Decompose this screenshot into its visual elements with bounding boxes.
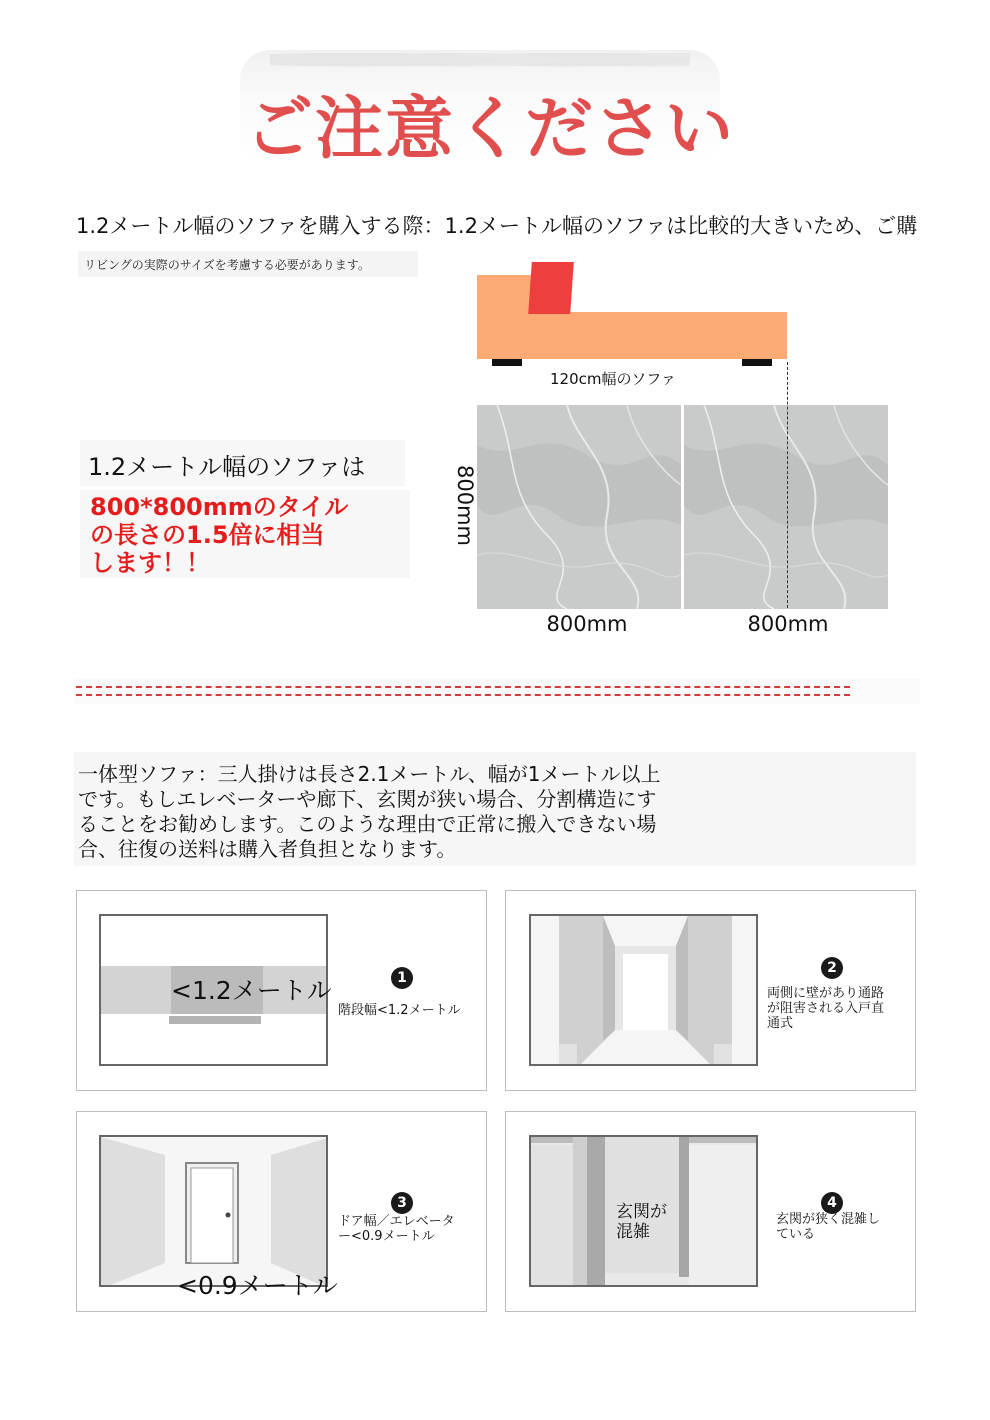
caption-line: 玄関が狭く混雑し	[776, 1212, 881, 1227]
intro-subtext: リビングの実際のサイズを考慮する必要があります。	[78, 251, 418, 277]
compare-red-line: の長さの1.5倍に相当	[90, 521, 325, 549]
number-badge-4: 4	[821, 1192, 843, 1214]
door-illustration	[99, 1135, 328, 1287]
notice-paragraph	[78, 762, 758, 862]
corridor-illustration	[529, 914, 758, 1066]
paragraph-line: です。もしエレベーターや廊下、玄関が狭い場合、分割構造にす	[78, 787, 657, 811]
panel-caption: 階段幅<1.2メートル	[338, 1003, 461, 1018]
compare-red-text	[90, 493, 410, 577]
divider-bg	[74, 678, 920, 704]
caption-line: 両側に壁があり通路	[767, 986, 885, 1001]
caption-line: 通式	[767, 1016, 794, 1031]
caption-line: ている	[776, 1227, 816, 1242]
intro-line: 1.2メートル幅のソファを購入する際：1.2メートル幅のソファは比較的大きいため、ご購	[76, 214, 918, 238]
paragraph-line: 合、往復の送料は購入者負担となります。	[78, 837, 457, 861]
number-badge-1: 1	[391, 967, 413, 989]
panel-entrance	[505, 1111, 916, 1312]
sofa-backrest	[528, 262, 574, 314]
door-width-label: <0.9メートル	[177, 1271, 338, 1300]
paragraph-line: 一体型ソファ：三人掛けは長さ2.1メートル、幅が1メートル以上	[78, 762, 661, 786]
stair-width-label: <1.2メートル	[171, 976, 332, 1005]
sofa-width-label: 120cm幅のソファ	[550, 370, 676, 388]
panel-caption	[776, 1212, 906, 1242]
panel-stair-width	[76, 890, 487, 1091]
divider-line	[76, 694, 850, 696]
compare-red-line: 800*800mmのタイル	[90, 493, 349, 521]
sofa-leg	[492, 359, 522, 366]
sofa-edge-guide	[787, 362, 788, 608]
number-badge-3: 3	[391, 1192, 413, 1214]
caption-line: ー<0.9メートル	[338, 1229, 435, 1244]
marble-tile	[477, 405, 681, 609]
compare-title: 1.2メートル幅のソファは	[88, 453, 366, 481]
number-badge-2: 2	[821, 957, 843, 979]
divider-line	[76, 686, 850, 688]
panel-corridor	[505, 890, 916, 1091]
panel-caption	[767, 986, 907, 1031]
marble-tile	[684, 405, 888, 609]
caption-line: ドア幅／エレベータ	[338, 1214, 455, 1229]
caption-line: が阻害される入戸直	[767, 1001, 885, 1016]
paragraph-line: ることをお勧めします。このような理由で正常に搬入できない場	[78, 812, 657, 836]
tile-height-label: 800mm	[453, 465, 477, 546]
panel-door-width	[76, 1111, 487, 1312]
entrance-label: 玄関が 混雑	[616, 1202, 667, 1242]
sofa-leg	[742, 359, 772, 366]
page-title: ご注意ください	[244, 90, 735, 169]
tile-width-label: 800mm	[546, 612, 628, 636]
sofa-seat-gap	[537, 275, 787, 312]
panel-caption	[338, 1214, 478, 1244]
compare-red-line: します！！	[90, 549, 210, 577]
tile-width-label: 800mm	[747, 612, 829, 636]
